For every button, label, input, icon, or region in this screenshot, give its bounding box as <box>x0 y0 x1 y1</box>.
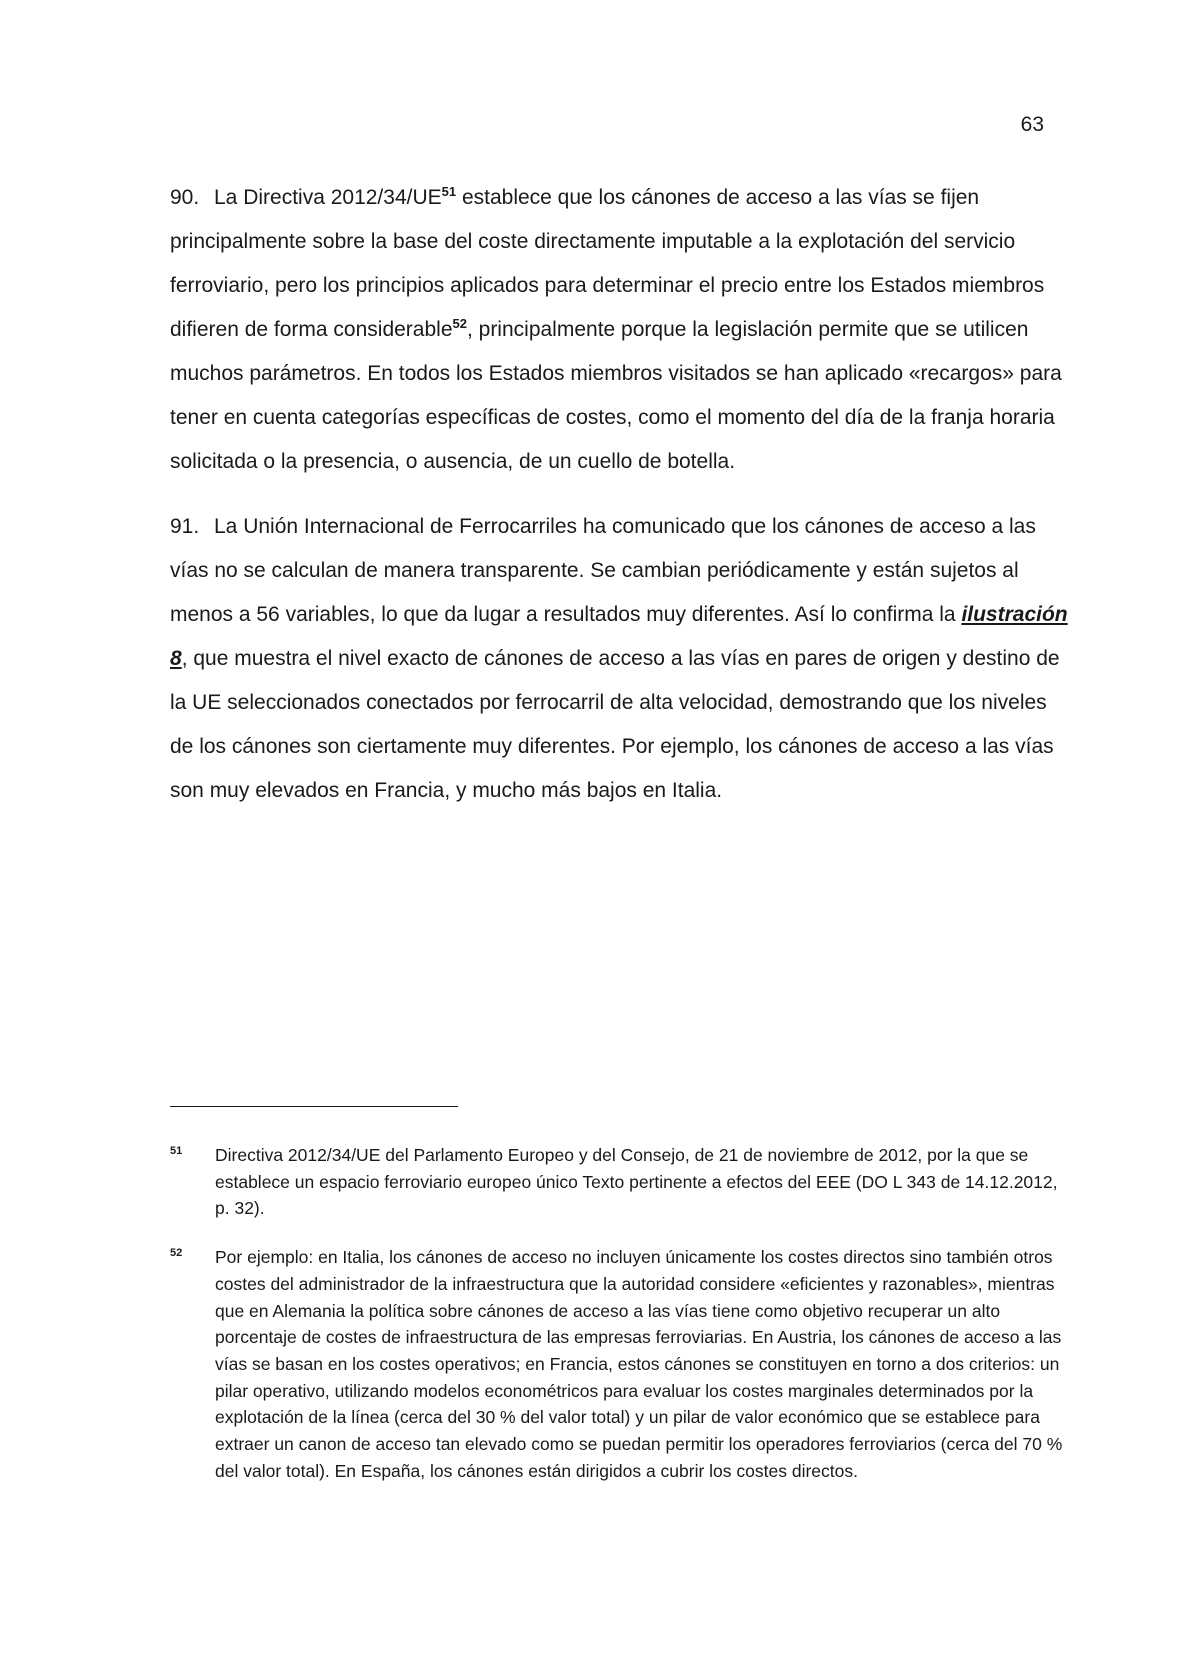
figure-8-link[interactable]: ilustración 8 <box>170 603 1068 670</box>
main-body <box>170 176 1075 813</box>
paragraph-text: La Directiva 2012/34/UE <box>214 186 442 209</box>
footnote-ref-52[interactable]: 52 <box>452 316 467 331</box>
page-number: 63 <box>1020 113 1044 136</box>
paragraph-number: 91. <box>170 515 200 538</box>
footnote-text: Por ejemplo: en Italia, los cánones de acceso no incluyen únicamente los costes directos sino también otros costes del administrador de la infraestructura que la autoridad considere «eficientes y razonables», mientras que en Alemania la política sobre cánones de acceso a las vías tiene como objetivo recuperar un alto porcentaje de costes de infraestructura de las empresas ferroviarias. En Austria, los cánones de acceso a las vías se basan en los costes operativos; en Francia, estos cánones se constituyen en torno a dos criterios: un pilar operativo, utilizando modelos econométricos para evaluar los costes marginales determinados por la explotación de la línea (cerca del 30 % del valor total) y un pilar de valor económico que se establece para extraer un canon de acceso tan elevado como se puedan permitir los operadores ferroviarios (cerca del 70 % del valor total). En España, los cánones están dirigidos a cubrir los costes directos. <box>215 1247 1063 1481</box>
footnotes <box>170 1142 1075 1484</box>
paragraph-number: 90. <box>170 186 200 209</box>
paragraph-text: establece que los cánones de acceso a las vías se fijen principalmente sobre la base del coste directamente imputable a la explotación del servicio ferroviario, pero los principios aplicados para determinar el precio entre los Estados miembros difieren de forma considerable <box>170 186 1045 341</box>
footnote-number: 52 <box>170 1247 183 1260</box>
footnote-52 <box>170 1244 1075 1484</box>
footnote-number: 51 <box>170 1145 183 1157</box>
footnote-ref-51[interactable]: 51 <box>441 184 457 199</box>
paragraph-text: , principalmente porque la legislación permite que se utilicen muchos parámetros. En todos los Estados miembros visitados se han aplicado «recargos» para tener en cuenta categorías específicas de costes, como el momento del día de la franja horaria solicitada o la presencia, o ausencia, de un cuello de botella. <box>170 318 1062 473</box>
paragraph-90 <box>170 176 1075 484</box>
footnote-separator <box>170 1106 458 1107</box>
paragraph-text: La Unión Internacional de Ferrocarriles ha comunicado que los cánones de acceso a las vías no se calculan de manera transparente. Se cambian periódicamente y están sujetos al menos a 56 variables, lo que da lugar a resultados muy diferentes. Así lo confirma la <box>170 515 1036 626</box>
paragraph-text: , que muestra el nivel exacto de cánones de acceso a las vías en pares de origen y destino de la UE seleccionados conectados por ferrocarril de alta velocidad, demostrando que los niveles de los cánones son ciertamente muy diferentes. Por ejemplo, los cánones de acceso a las vías son muy elevados en Francia, y mucho más bajos en Italia. <box>170 647 1060 802</box>
footnote-51 <box>170 1142 1075 1222</box>
paragraph-91 <box>170 505 1075 813</box>
footnote-text: Directiva 2012/34/UE del Parlamento Europeo y del Consejo, de 21 de noviembre de 2012, por la que se establece un espacio ferroviario europeo único Texto pertinente a efectos del EEE (DO L 343 de 14.12.2012, p. 32). <box>215 1145 1058 1219</box>
